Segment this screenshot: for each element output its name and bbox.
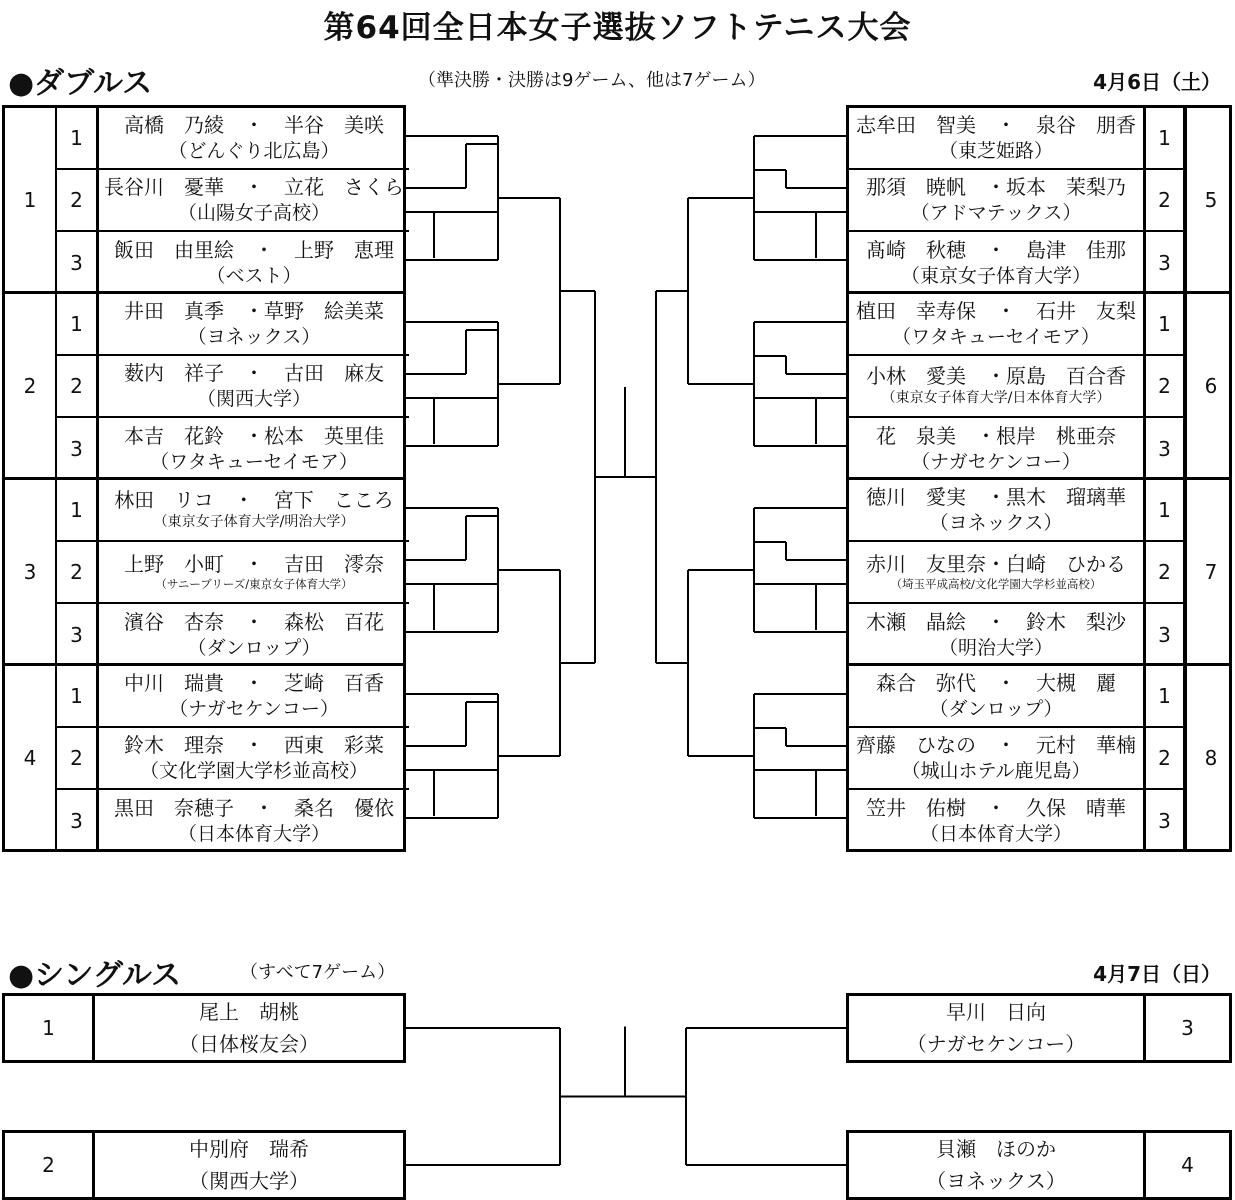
player-names: 花 泉美 ・根岸 桃亜奈	[876, 424, 1116, 449]
player-name: 早川 日向	[946, 1000, 1046, 1024]
player-names: 薮内 祥子 ・ 古田 麻友	[124, 361, 384, 386]
affiliation: （東京女子体育大学/明治大学）	[153, 513, 355, 530]
affiliation: （日本体育大学）	[177, 822, 330, 845]
affiliation: （ヨネックス）	[929, 511, 1063, 534]
affiliation: （アドマテックス）	[910, 201, 1082, 224]
affiliation: （ダンロップ）	[187, 636, 321, 659]
doubles-format-note: （準決勝・決勝は9ゲーム、他は7ゲーム）	[418, 70, 766, 91]
player-names: 長谷川 憂華 ・ 立花 さくら	[104, 175, 404, 200]
player-names: 本吉 花鈴 ・松本 英里佳	[124, 424, 384, 449]
pair-number: 3	[1143, 790, 1185, 852]
player-names: 那須 暁帆 ・坂本 茉梨乃	[866, 175, 1126, 200]
affiliation: （日本体育大学）	[919, 822, 1072, 845]
player-names: 井田 真季 ・草野 絵美菜	[124, 299, 384, 324]
player-names: 中川 瑞貴 ・ 芝崎 百香	[124, 671, 384, 696]
affiliation: （東京女子体育大学/日本体育大学）	[881, 389, 1111, 406]
pair-number: 1	[57, 294, 99, 356]
pair-number: 2	[57, 170, 99, 232]
pair-number: 2	[57, 542, 99, 604]
affiliation: （東京女子体育大学）	[900, 264, 1091, 287]
affiliation: （サニーブリーズ/東京女子体育大学）	[155, 577, 353, 592]
affiliation: （日体桜友会）	[179, 1032, 319, 1056]
group-number: 7	[1185, 480, 1235, 663]
player-names: 上野 小町 ・ 吉田 澪奈	[124, 551, 384, 576]
pair-number: 1	[1143, 666, 1185, 728]
player-names: 志牟田 智美 ・ 泉谷 朋香	[856, 113, 1136, 138]
pair-number: 2	[1143, 356, 1185, 418]
affiliation: （埼玉平成高校/文化学園大学杉並高校）	[890, 577, 1102, 592]
player-names: 林田 リコ ・ 宮下 こころ	[114, 488, 394, 513]
singles-date: 4月7日（日）	[1093, 962, 1221, 986]
player-names: 濱谷 杏奈 ・ 森松 百花	[124, 610, 384, 635]
player-names: 齊藤 ひなの ・ 元村 華楠	[856, 733, 1136, 758]
seed-number: 3	[1143, 996, 1229, 1060]
pair-number: 2	[1143, 170, 1185, 232]
seed-number: 4	[1143, 1133, 1229, 1197]
pair-number: 3	[1143, 604, 1185, 666]
affiliation: （ヨネックス）	[187, 325, 321, 348]
affiliation: （ダンロップ）	[929, 697, 1063, 720]
pair-number: 3	[57, 604, 99, 666]
seed-number: 2	[5, 1133, 95, 1197]
singles-heading: ●シングルス	[8, 958, 182, 993]
player-names: 小林 愛美 ・原島 百合香	[866, 364, 1126, 389]
affiliation: （ナガセケンコー）	[911, 450, 1081, 473]
player-names: 高橋 乃綾 ・ 半谷 美咲	[124, 113, 384, 138]
player-names: 植田 幸寿保 ・ 石井 友梨	[856, 299, 1136, 324]
player-names: 笠井 佑樹 ・ 久保 晴華	[866, 796, 1126, 821]
player-names: 髙崎 秋穂 ・ 島津 佳那	[866, 238, 1126, 263]
pair-number: 3	[1143, 418, 1185, 480]
group-number: 8	[1185, 666, 1235, 849]
affiliation: （山陽女子高校）	[177, 201, 330, 224]
group-number: 5	[1185, 108, 1235, 291]
pair-number: 3	[57, 232, 99, 294]
group-number: 1	[5, 108, 57, 291]
pair-number: 3	[57, 418, 99, 480]
pair-number: 1	[57, 480, 99, 542]
affiliation: （ベスト）	[206, 264, 302, 287]
player-names: 森合 弥代 ・ 大槻 麗	[876, 671, 1116, 696]
page-title: 第64回全日本女子選抜ソフトテニス大会	[323, 10, 912, 46]
pair-number: 1	[57, 666, 99, 728]
pair-number: 3	[1143, 232, 1185, 294]
doubles-date: 4月6日（土）	[1093, 70, 1221, 94]
pair-number: 2	[57, 356, 99, 418]
player-name: 貝瀬 ほのか	[936, 1137, 1056, 1161]
pair-number: 2	[57, 728, 99, 790]
player-name: 尾上 胡桃	[199, 1000, 299, 1024]
singles-format-note: （すべて7ゲーム）	[240, 962, 396, 983]
affiliation: （関西大学）	[189, 1169, 309, 1193]
pair-number: 2	[1143, 542, 1185, 604]
pair-number: 1	[1143, 294, 1185, 356]
affiliation: （ワタキューセイモア）	[150, 450, 358, 473]
affiliation: （ナガセケンコー）	[169, 697, 339, 720]
pair-number: 1	[1143, 480, 1185, 542]
player-name: 中別府 瑞希	[189, 1137, 309, 1161]
affiliation: （関西大学）	[196, 387, 311, 410]
affiliation: （文化学園大学杉並高校）	[139, 759, 368, 782]
affiliation: （どんぐり北広島）	[168, 139, 340, 162]
player-names: 徳川 愛実 ・黒木 瑠璃華	[866, 485, 1126, 510]
affiliation: （明治大学）	[938, 636, 1053, 659]
group-number: 6	[1185, 294, 1235, 477]
group-number: 2	[5, 294, 57, 477]
group-number: 3	[5, 480, 57, 663]
player-names: 木瀬 晶絵 ・ 鈴木 梨沙	[866, 610, 1126, 635]
pair-number: 1	[57, 108, 99, 170]
affiliation: （ワタキューセイモア）	[892, 325, 1100, 348]
affiliation: （ヨネックス）	[926, 1169, 1066, 1193]
group-number: 4	[5, 666, 57, 849]
pair-number: 2	[1143, 728, 1185, 790]
player-names: 赤川 友里奈・白崎 ひかる	[866, 551, 1126, 576]
player-names: 飯田 由里絵 ・ 上野 恵理	[114, 238, 394, 263]
affiliation: （東芝姫路）	[938, 139, 1053, 162]
player-names: 鈴木 理奈 ・ 西東 彩菜	[124, 733, 384, 758]
player-names: 黒田 奈穂子 ・ 桑名 優依	[114, 796, 394, 821]
affiliation: （ナガセケンコー）	[906, 1032, 1086, 1056]
pair-number: 1	[1143, 108, 1185, 170]
affiliation: （城山ホテル鹿児島）	[901, 759, 1091, 782]
pair-number: 3	[57, 790, 99, 852]
seed-number: 1	[5, 996, 95, 1060]
doubles-heading: ●ダブルス	[8, 66, 153, 101]
